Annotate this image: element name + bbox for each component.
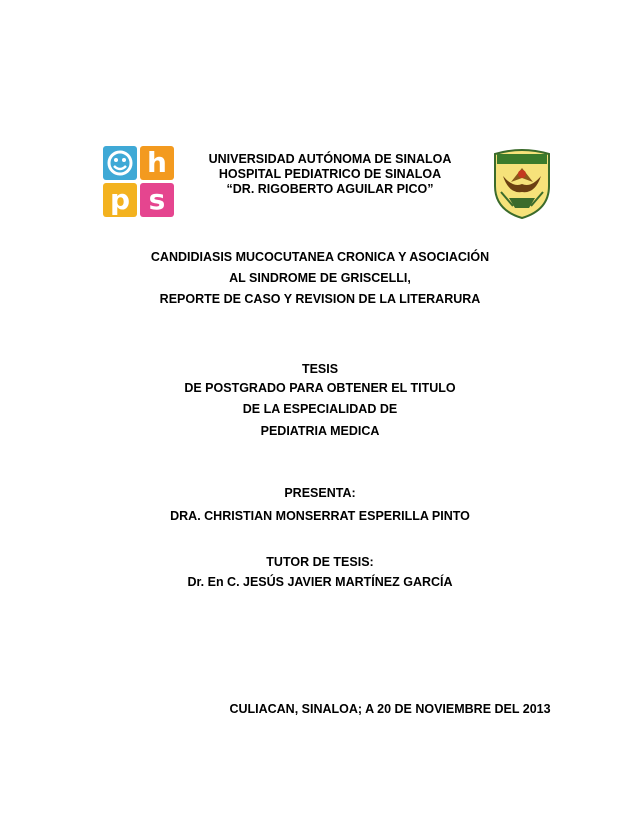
title-line-3: REPORTE DE CASO Y REVISION DE LA LITERARURA (159, 292, 481, 306)
university-seal-icon (491, 148, 553, 220)
university-name: UNIVERSIDAD AUTÓNOMA DE SINALOA (208, 152, 452, 166)
thesis-label: TESIS (301, 362, 339, 376)
tutor-label: TUTOR DE TESIS: (266, 555, 374, 569)
tutor-name: Dr. En C. JESÚS JAVIER MARTÍNEZ GARCÍA (187, 575, 453, 589)
presenter-name: DRA. CHRISTIAN MONSERRAT ESPERILLA PINTO (170, 509, 470, 523)
logo-tile-s: s (140, 183, 174, 217)
logo-tile-p: p (103, 183, 137, 217)
thesis-specialty: PEDIATRIA MEDICA (260, 424, 380, 438)
logo-tile-face (103, 146, 137, 180)
thesis-specialty-label: DE LA ESPECIALIDAD DE (242, 402, 398, 416)
title-line-1: CANDIDIASIS MUCOCUTANEA CRONICA Y ASOCIACIÓN (150, 250, 490, 264)
hospital-honoree: “DR. RIGOBERTO AGUILAR PICO” (226, 182, 434, 196)
thesis-purpose: DE POSTGRADO PARA OBTENER EL TITULO (184, 381, 456, 395)
presenter-label: PRESENTA: (284, 486, 356, 500)
hospital-name: HOSPITAL PEDIATRICO DE SINALOA (218, 167, 442, 181)
face-icon (107, 150, 133, 176)
title-line-2: AL SINDROME DE GRISCELLI, (229, 271, 411, 285)
logo-tile-h: h (140, 146, 174, 180)
place-date: CULIACAN, SINALOA; A 20 DE NOVIEMBRE DEL 2013 (229, 702, 551, 716)
